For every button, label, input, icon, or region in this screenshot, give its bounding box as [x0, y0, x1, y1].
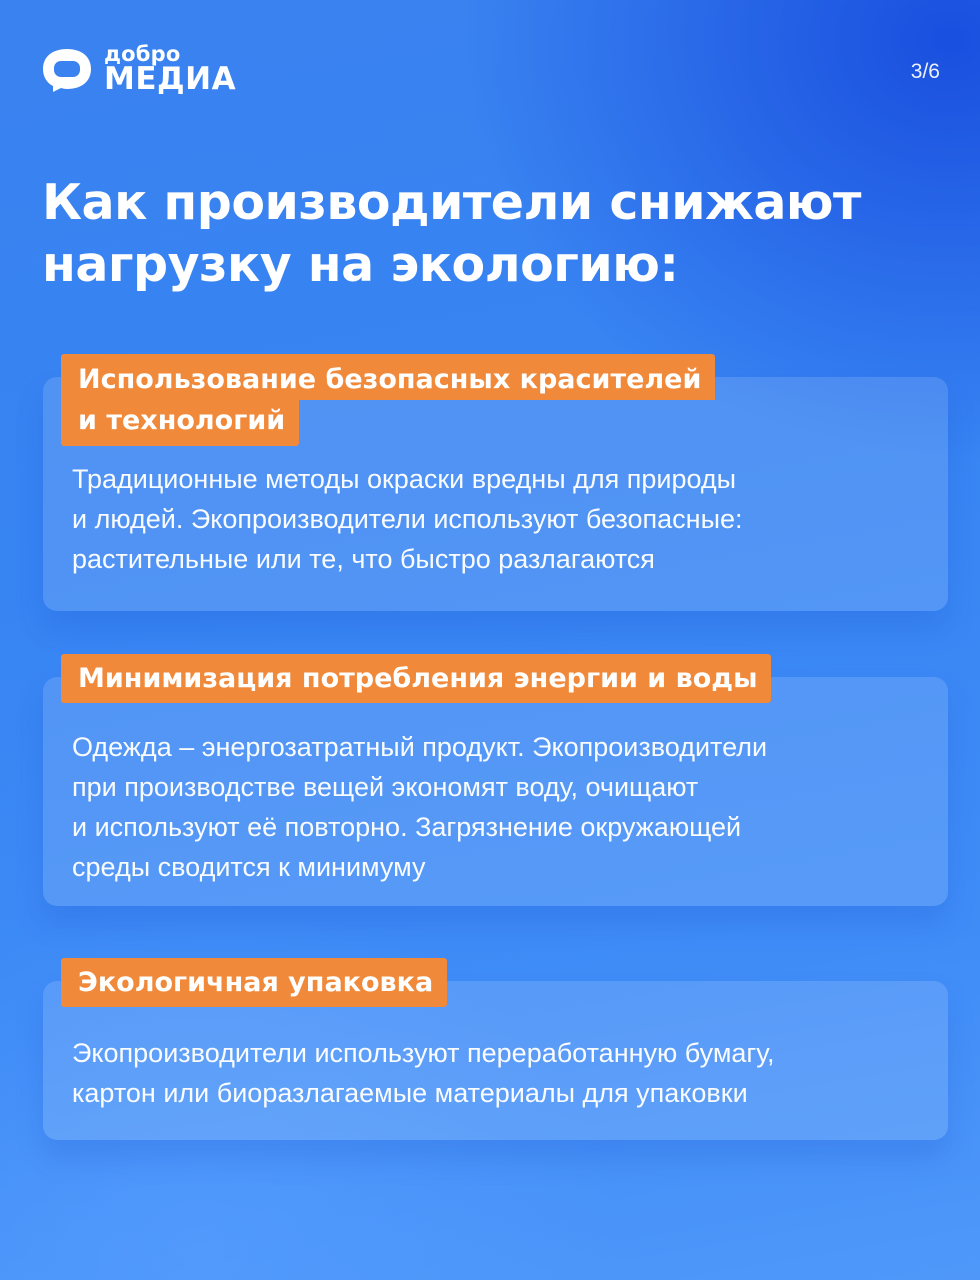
card-label: [61, 354, 715, 446]
card-body-line: Традиционные методы окраски вредны для природы: [72, 464, 737, 494]
page-counter: 3/6: [910, 60, 940, 83]
brand-logo: [40, 44, 236, 95]
card-body-line: Одежда – энергозатратный продукт. Экопроизводители: [72, 732, 768, 762]
card-body-line: и людей. Экопроизводители используют безопасные:: [72, 504, 743, 534]
logo-text-bottom: МЕДИА: [104, 61, 237, 97]
speech-bubble-icon: [40, 46, 94, 94]
info-card-packaging: [43, 967, 948, 1140]
card-body-line: и используют её повторно. Загрязнение окружающей: [72, 812, 742, 842]
title-line: Как производители снижают: [42, 174, 861, 231]
card-body-line: Экопроизводители используют переработанную бумагу,: [72, 1038, 775, 1068]
card-label: Минимизация потребления энергии и воды: [61, 654, 771, 703]
info-card-dyes: [43, 364, 948, 611]
page-title: [42, 172, 942, 296]
title-line: нагрузку на экологию:: [42, 236, 679, 293]
logo-text-top: добро: [104, 42, 181, 66]
card-label-line: и технологий: [61, 399, 299, 446]
card-label: Экологичная упаковка: [61, 958, 447, 1007]
card-body: [72, 727, 918, 887]
card-body-line: при производстве вещей экономят воду, очищают: [72, 772, 699, 802]
card-body-line: растительные или те, что быстро разлагаются: [72, 544, 655, 574]
info-card-energy-water: [43, 663, 948, 906]
card-body-line: картон или биоразлагаемые материалы для упаковки: [72, 1078, 748, 1108]
card-body: [72, 459, 918, 579]
card-body: [72, 1033, 918, 1113]
card-body-line: среды сводится к минимуму: [72, 852, 426, 882]
card-label-line: Использование безопасных красителей: [61, 354, 715, 400]
